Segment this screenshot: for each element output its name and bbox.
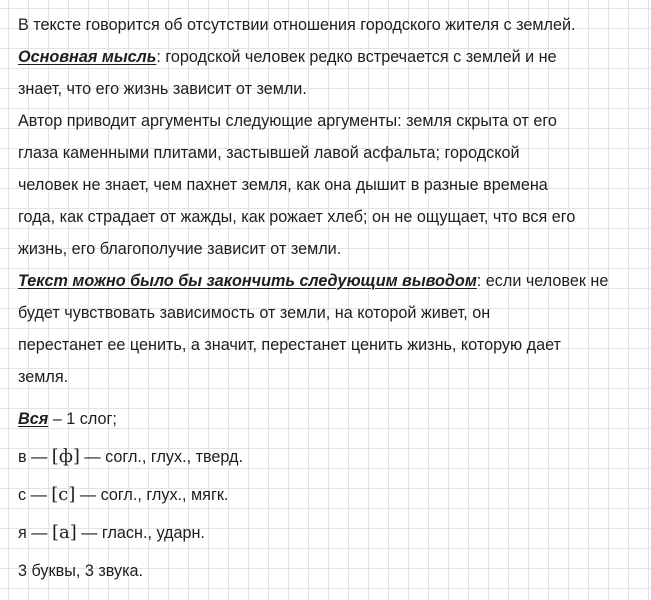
analyzed-word: Вся — [18, 410, 49, 428]
dash: — — [26, 486, 52, 504]
conclusion-line-2: будет чувствовать зависимость от земли, на которой живет, он — [18, 304, 491, 322]
main-idea-heading: Основная мысль — [18, 48, 157, 66]
sound-transcription: [ф] — [51, 446, 80, 467]
arguments-line-5: жизнь, его благополучие зависит от земли. — [18, 240, 342, 258]
letter: в — [18, 448, 27, 466]
word-line — [18, 400, 243, 438]
main-idea-line-1 — [18, 41, 644, 73]
topic-line: В тексте говорится об отсутствии отношения городского жителя с землей. — [18, 16, 576, 34]
sound-transcription: [а] — [51, 522, 77, 543]
main-idea-line-2: знает, что его жизнь зависит от земли. — [18, 80, 307, 98]
dash: — — [76, 524, 102, 542]
letter: с — [18, 486, 27, 504]
arguments-line-2: глаза каменными плитами, застывшей лавой асфальта; городской — [18, 144, 520, 162]
conclusion-line-3: перестанет ее ценить, а значит, перестанет ценить жизнь, которую дает — [18, 336, 561, 354]
sound-transcription: [с] — [51, 484, 76, 505]
syllable-count: – 1 слог; — [48, 410, 117, 428]
phonetic-analysis — [18, 400, 243, 590]
main-idea-text: : городской человек редко встречается с землей и не — [156, 48, 557, 66]
letter-row — [18, 438, 243, 476]
sound-description: согл., глух., мягк. — [100, 486, 229, 504]
arguments-line-4: года, как страдает от жажды, как рожает хлеб; он не ощущает, что вся его — [18, 208, 576, 226]
dash: — — [26, 448, 52, 466]
sound-description: согл., глух., тверд. — [105, 448, 243, 466]
letter-row — [18, 514, 243, 552]
sound-description: гласн., ударн. — [101, 524, 205, 542]
conclusion-text: : если человек не — [476, 272, 609, 290]
dash: — — [26, 524, 52, 542]
summary-line: 3 буквы, 3 звука. — [18, 562, 144, 580]
conclusion-line-4: земля. — [18, 368, 69, 386]
arguments-line-1: Автор приводит аргументы следующие аргументы: земля скрыта от его — [18, 112, 557, 130]
dash: — — [79, 448, 106, 466]
dash: — — [75, 486, 101, 504]
essay-analysis — [18, 9, 644, 393]
conclusion-heading: Текст можно было бы закончить следующим выводом — [18, 272, 477, 290]
arguments-line-3: человек не знает, чем пахнет земля, как она дышит в разные времена — [18, 176, 548, 194]
conclusion-line-1 — [18, 265, 644, 297]
letter: я — [18, 524, 27, 542]
letter-row — [18, 476, 243, 514]
